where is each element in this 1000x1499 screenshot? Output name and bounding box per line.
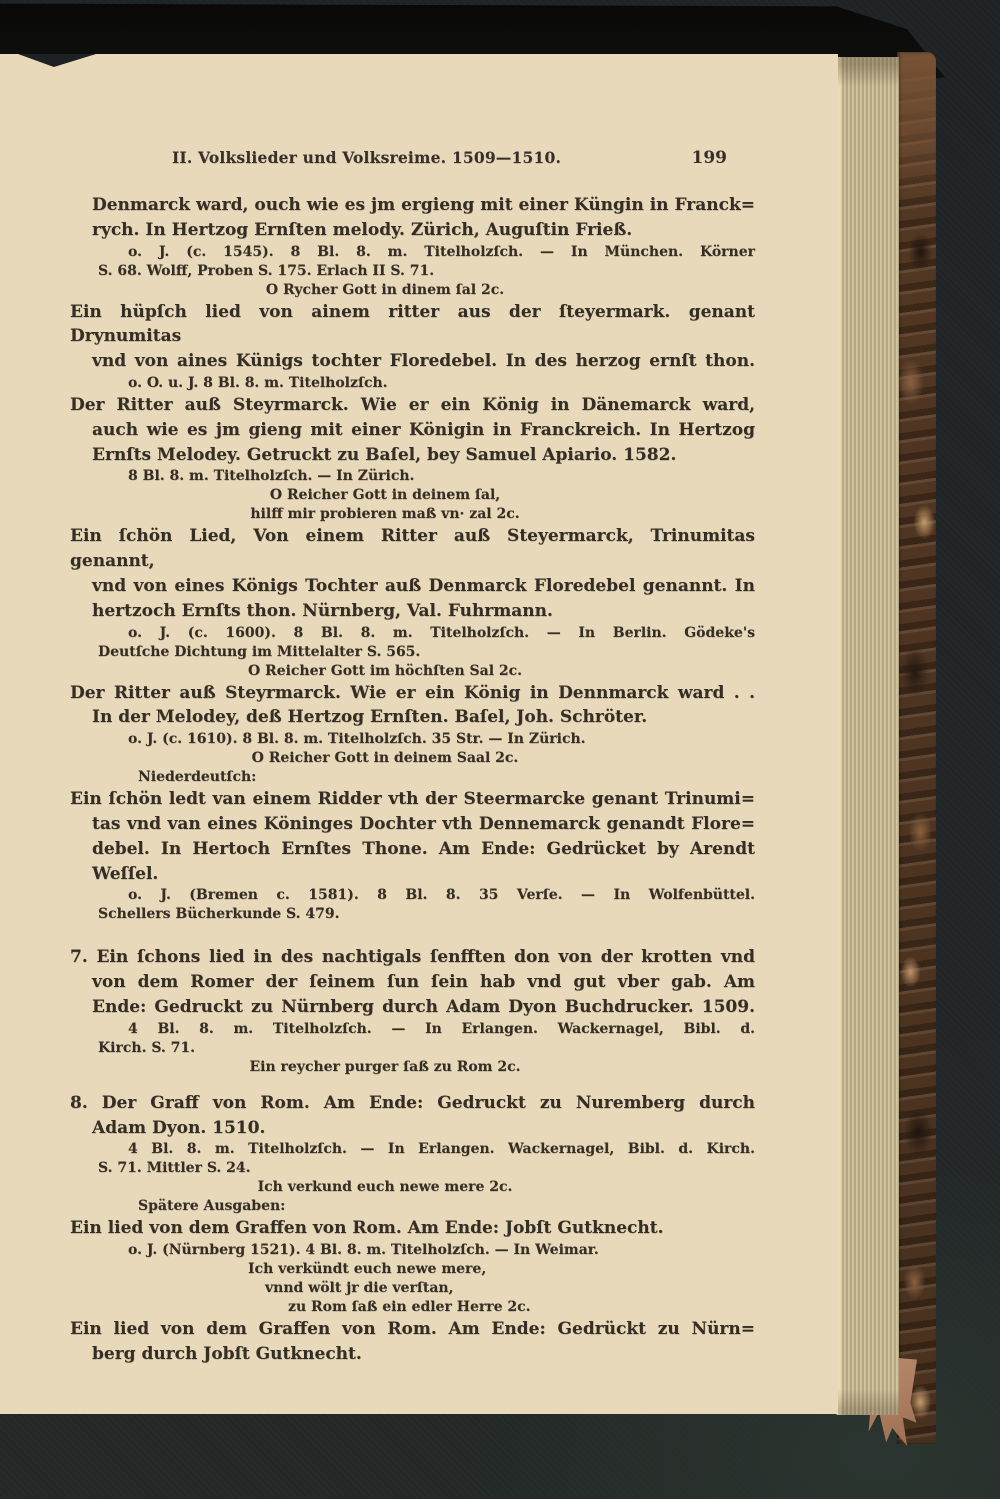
text-line: Niederdeutſch: <box>138 769 257 786</box>
text-line: In der Melodey, deß Hertzog Ernſten. Baſel, Joh. Schröter. <box>92 707 648 728</box>
text-line: o. J. (c. 1545). 8 Bl. 8. m. Titelholzſch. — In München. Körner <box>128 243 755 260</box>
text-line: hilff mir probieren maß vn· zal 2c. <box>250 506 520 523</box>
text-line: 4 Bl. 8. m. Titelholzſch. — In Erlangen. Wackernagel, Bibl. d. Kirch. <box>128 1141 755 1158</box>
text-line: von dem Romer der ſeinem ſun ſein hab vnd gut vber gab. Am <box>92 972 755 993</box>
text-line: Ich verkund euch newe mere 2c. <box>257 1179 513 1196</box>
text-line: 8. Der Graff von Rom. Am Ende: Gedruckt zu Nuremberg durch <box>70 1092 755 1113</box>
text-line: Adam Dyon. 1510. <box>92 1117 266 1138</box>
text-line: O Reicher Gott in deinem ſal, <box>269 487 501 504</box>
text-line: o. J. (c. 1600). 8 Bl. 8. m. Titelholzſch. — In Berlin. Gödeke's <box>128 624 755 641</box>
book-page <box>0 54 838 1414</box>
text-line: zu Rom ſaß ein edler Herre 2c. <box>288 1299 531 1316</box>
text-line: Weſſel. <box>92 863 159 884</box>
text-line: debel. In Hertoch Ernſtes Thone. Am Ende: Gedrücket by Arendt <box>92 838 755 859</box>
text-line: Ein hüpſch lied von ainem ritter aus der ſteyermark. genant Drynumitas <box>70 301 755 347</box>
text-line: o. J. (c. 1610). 8 Bl. 8. m. Titelholzſch. 35 Str. — In Zürich. <box>128 731 586 748</box>
text-line: o. O. u. J. 8 Bl. 8. m. Titelholzſch. <box>128 374 388 391</box>
text-line: Der Ritter auß Steyrmarck. Wie er ein König in Dennmarck ward . . <box>70 682 755 703</box>
text-line: vnnd wölt jr die verſtan, <box>265 1280 454 1297</box>
text-line: Denmarck ward, ouch wie es jm ergieng mit einer Küngin in Franck= <box>92 195 755 215</box>
text-line: O Rycher Gott in dinem ſal 2c. <box>265 281 505 298</box>
text-line: o. J. (Nürnberg 1521). 4 Bl. 8. m. Titelholzſch. — In Weimar. <box>128 1242 599 1259</box>
running-title: II. Volkslieder und Volksreime. 1509—1510. <box>171 148 562 167</box>
text-line: berg durch Jobſt Gutknecht. <box>92 1343 362 1364</box>
text-line: S. 71. Mittler S. 24. <box>98 1160 251 1177</box>
book-cover-edge <box>897 52 936 1444</box>
page-fore-edge <box>836 57 899 1415</box>
text-line: Der Ritter auß Steyrmarck. Wie er ein König in Dänemarck ward, <box>70 394 755 415</box>
text-line: Ein ſchön ledt van einem Ridder vth der Steermarcke genant Trinumi= <box>70 789 755 810</box>
text-line: O Reicher Gott in deinem Saal 2c. <box>251 750 519 767</box>
text-line: Schellers Bücherkunde S. 479. <box>98 906 340 923</box>
text-line: Deutſche Dichtung im Mittelalter S. 565. <box>98 643 421 660</box>
text-line: hertzoch Ernſts thon. Nürnberg, Val. Fuhrmann. <box>92 600 553 621</box>
text-line: Ein lied von dem Graffen von Rom. Am Ende: Jobſt Gutknecht. <box>70 1218 664 1239</box>
text-line: Ich verkündt euch newe mere, <box>248 1261 487 1278</box>
text-line: auch wie es jm gieng mit einer Königin in Franckreich. In Hertzog <box>92 419 755 440</box>
text-block <box>70 193 755 1367</box>
text-line: 7. Ein ſchons lied in des nachtigals ſenfften don von der krotten vnd <box>70 947 755 968</box>
text-line: o. J. (Bremen c. 1581). 8 Bl. 8. 35 Verſe. — In Wolfenbüttel. <box>128 887 755 904</box>
text-line: rych. In Hertzog Ernſten melody. Zürich, Auguſtin Frieß. <box>92 219 633 240</box>
text-line: Ein lied von dem Graffen von Rom. Am Ende: Gedrückt zu Nürn= <box>70 1319 755 1340</box>
text-line: 8 Bl. 8. m. Titelholzſch. — In Zürich. <box>128 468 415 485</box>
text-line: vnd von aines Künigs tochter Floredebel. In des herzog ernſt thon. <box>92 351 755 372</box>
page-number: 199 <box>691 148 727 168</box>
page-corner-notch <box>18 54 96 67</box>
text-line: Ein ſchön Lied, Von einem Ritter auß Steyermarck, Trinumitas genannt, <box>70 526 755 572</box>
text-line: tas vnd van eines Köninges Dochter vth Dennemarck genandt Flore= <box>92 813 755 834</box>
text-line: 4 Bl. 8. m. Titelholzſch. — In Erlangen. Wackernagel, Bibl. d. <box>128 1020 755 1037</box>
text-line: O Reicher Gott im höchſten Sal 2c. <box>247 662 523 679</box>
text-line: Ende: Gedruckt zu Nürnberg durch Adam Dyon Buchdrucker. 1509. <box>92 996 755 1017</box>
page-header <box>70 148 755 172</box>
text-line: vnd von eines Königs Tochter auß Denmarck Floredebel genannt. In <box>92 575 755 596</box>
text-line: S. 68. Wolff, Proben S. 175. Erlach II S. 71. <box>98 262 435 279</box>
text-line: Spätere Ausgaben: <box>138 1198 286 1215</box>
text-line: Kirch. S. 71. <box>98 1039 196 1056</box>
text-line: Ernſts Melodey. Getruckt zu Baſel, bey Samuel Apiario. 1582. <box>92 444 677 465</box>
text-line: Ein reycher purger ſaß zu Rom 2c. <box>249 1058 521 1075</box>
